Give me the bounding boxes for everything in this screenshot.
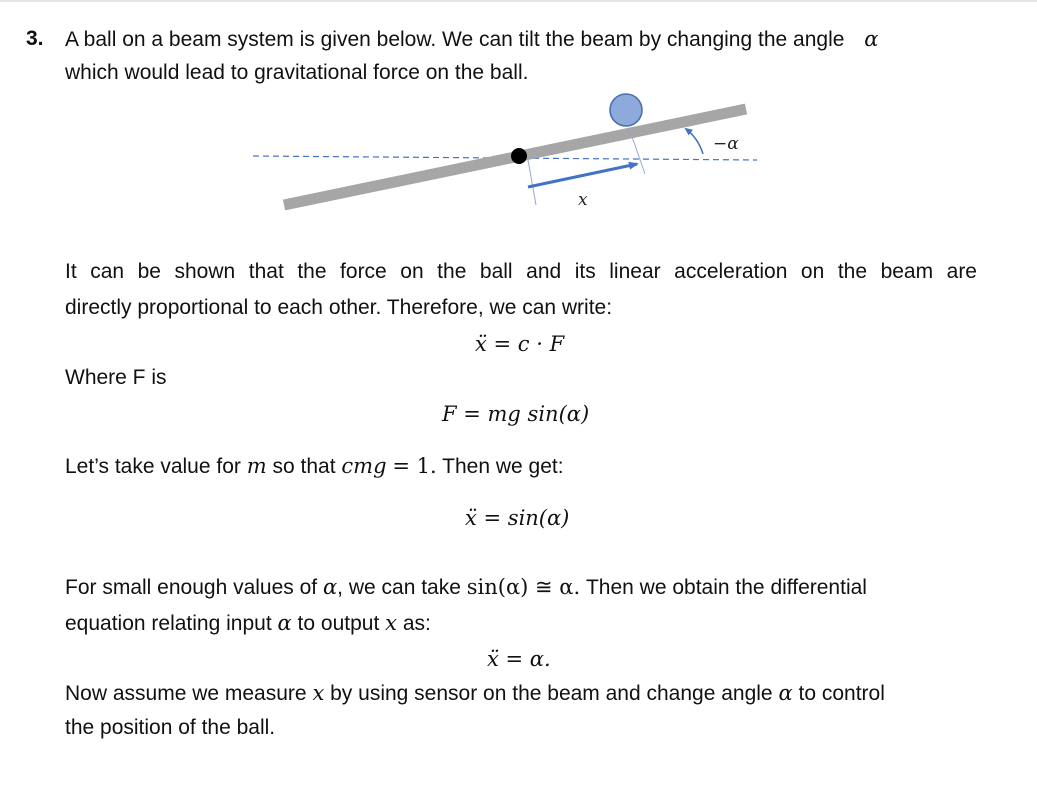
para4-line-1 [65, 679, 885, 708]
para3-l1-approx: sin(α) ≅ α. [466, 575, 581, 599]
ball [610, 94, 642, 126]
intro-alpha: α [864, 27, 879, 51]
para4-l1-b: by using sensor on the beam and change angle [330, 682, 773, 705]
para3-l2-a: equation relating input [65, 612, 272, 635]
para3-l1-a: For small enough values of [65, 576, 318, 599]
para2-pre: Let’s take value for [65, 455, 241, 478]
angle-arc-arrow [686, 129, 703, 154]
intro-line-2: which would lead to gravitational force on the ball. [65, 61, 529, 84]
para2-cmg: cmg [341, 454, 387, 478]
para2-post: Then we get: [442, 455, 564, 478]
where-f-text: Where F is [65, 366, 167, 389]
position-arrow [528, 164, 637, 187]
para3-l1-alpha: α [322, 575, 338, 599]
para4-l1-alpha: α [778, 681, 793, 705]
para3-l2-x: x [385, 611, 397, 635]
para3-l1-b: , we can take [337, 576, 461, 599]
para2-line [65, 452, 564, 481]
pivot-guide-line [528, 160, 536, 205]
para4-l1-x: x [312, 681, 325, 705]
para1-line-2: directly proportional to each other. Therefore, we can write: [65, 296, 613, 319]
para3-l1-c: Then we obtain the differential [585, 576, 867, 599]
equation-acceleration-force: ẍ = c · F [475, 332, 565, 356]
para4-l1-a: Now assume we measure [65, 682, 307, 705]
para4-line-2: the position of the ball. [65, 716, 276, 739]
question-number: 3. [26, 27, 44, 50]
para2-eq: = 1. [392, 454, 437, 478]
angle-label: −α [713, 134, 739, 154]
para2-m: m [246, 454, 267, 478]
para3-l2-b: to output [297, 612, 380, 635]
para1-line-1: It can be shown that the force on the ball and its linear acceleration on the beam are [65, 260, 977, 283]
pivot-point [511, 148, 527, 164]
para3-l2-alpha: α [277, 611, 292, 635]
intro-text-1: A ball on a beam system is given below. We can tilt the beam by changing the angle [65, 28, 845, 51]
position-label: x [578, 190, 588, 210]
para3-line-1 [65, 573, 867, 602]
equation-acceleration-alpha: ẍ = α. [487, 647, 551, 671]
equation-force-text: F = mg sin(α) [442, 402, 590, 426]
para2-mid: so that [272, 455, 336, 478]
para4-l1-c: to control [798, 682, 885, 705]
para3-l2-c: as: [402, 612, 431, 635]
para3-line-2 [65, 609, 431, 638]
equation-force [442, 400, 589, 428]
equation-acceleration-sin: ẍ = sin(α) [465, 506, 570, 530]
